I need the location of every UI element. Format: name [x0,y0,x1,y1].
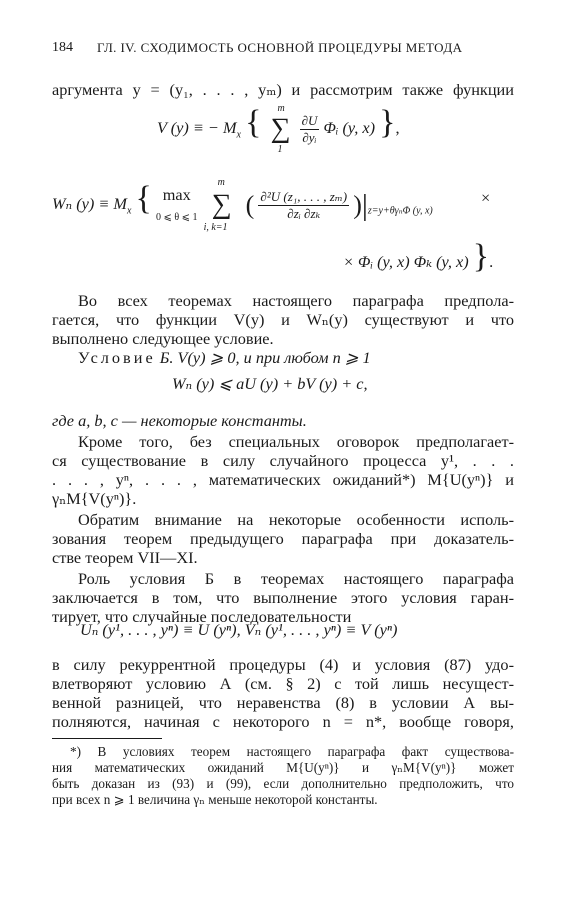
max-range: 0 ⩽ θ ⩽ 1 [155,212,198,224]
footnote-line: *) В условиях теорем настоящего параграфа факт существова- [70,744,514,759]
footnote-line: ния математических ожиданий M{U(yⁿ)} и γₙM{V(yⁿ)} может [52,760,514,775]
running-head: ГЛ. IV. СХОДИМОСТЬ ОСНОВНОЙ ПРОЦЕДУРЫ МЕТОДА [97,40,463,55]
text-line: в силу рекуррентной процедуры (4) и условия (87) удо- [52,655,514,674]
sum-upper: m [277,103,285,115]
equation-inequality: Wₙ (y) ⩽ aU (y) + bV (y) + c, [172,374,368,393]
text-line: тирует, что случайные последовательности [52,607,352,626]
partial-fraction [300,113,320,146]
eq-v-lhs: V (y) ≡ − M [157,118,237,137]
page-number: 184 [52,40,73,55]
text-line: Обратим внимание на некоторые особенности исполь- [78,510,514,529]
equation-sequences: Uₙ (y¹, . . . , yⁿ) ≡ U (yⁿ), Vₙ (y¹, . . . , yⁿ) ≡ V (yⁿ) [80,620,398,639]
brace-left: { [135,180,152,217]
frac-numerator: ∂²U (z₁, . . . , zₘ) [260,188,348,204]
sum-symbol [265,103,295,156]
times-sign: × [480,188,491,207]
text-line: полняются, начиная с некоторого n = n*, вообще говоря, [52,712,514,731]
brace-left: { [245,104,262,141]
equation-w: Wₙ $(y) \equiv M_x$ { max 0 ⩽ θ ⩽ 1 m ∑ i, k=1 ( $\frac{\text{∂²U (z₁, . . . , zₘ)}}{\text{∂zᵢ ∂zₖ}}$ )$|_{z=y+\theta\gamma_n\Phi (y, x)}$ [52,177,433,234]
text-line: заключается в том, что выполнение этого условия гаран- [52,588,514,607]
footnote-line: при всех n ⩾ 1 величина γₙ меньше некоторой константы. [52,792,378,807]
text-line: ся существование в силу случайного процесса y¹, . . . [52,451,514,470]
frac-denominator: ∂zᵢ ∂zₖ [287,205,321,221]
eq-w-sub: x [127,205,132,217]
text-line: Кроме того, без специальных оговорок предполагает- [78,432,514,451]
equation-v: V (y) ≡ − $M_x$ { m ∑ 1 $\frac{\partial U}{\text{∂yᵢ}}$ Φᵢ (y, x) }, [157,103,400,156]
footnote-rule [52,738,162,739]
eq-w-line2: × Φᵢ (y, x) Φₖ (y, x) [343,252,469,271]
eq-w-lhs: Wₙ (y) ≡ M [52,194,127,213]
text-line: влетворяют условию А (см. § 2) с той лишь несущест- [52,674,514,693]
brace-right: } [472,238,490,275]
text-line: γₙM{V(yⁿ)}. [52,489,137,508]
sigma-icon: ∑ [211,189,232,221]
sum-symbol [202,177,242,234]
brace-right: } [379,104,396,141]
condition-line [78,348,514,368]
frac-numerator: ∂U [301,112,318,128]
eq-v-sub: x [236,129,241,141]
text-line: гается, что функции V(y) и Wₙ(y) существуют и что [52,310,514,329]
equation-w-continued: × Φᵢ (y, x) Φₖ (y, x) }. [343,238,494,275]
footnote-line: быть доказан из (93) и (99), если дополнительно предположить, что [52,776,514,791]
condition-label: Условие [78,348,156,367]
text-line: аргумента y = (y₁, . . . , yₘ) и рассмотрим также функции [52,80,514,99]
text-line: выполнено следующее условие. [52,329,274,348]
eval-subscript: z=y+θγₙΦ (y, x) [367,205,433,217]
condition-text: Б. V(y) ⩾ 0, и при любом n ⩾ 1 [159,348,371,367]
text-line: . . . , yⁿ, . . . , математических ожиданий*) M{U(yⁿ)} и [52,470,514,489]
sum-lower: 1 [277,144,283,156]
max-operator [156,185,198,225]
text-line: Роль условия Б в теоремах настоящего параграфа [78,569,514,588]
frac-denominator: ∂yᵢ [302,129,317,145]
sum-upper: m [217,177,225,189]
text-line: Во всех теоремах настоящего параграфа предпола- [78,291,514,310]
max-label: max [162,185,191,205]
text-line: стве теорем VII—XI. [52,548,198,567]
sigma-icon: ∑ [270,113,291,145]
second-derivative-fraction [258,189,349,222]
text-line: венной разницей, что неравенства (8) в условии А вы- [52,693,514,712]
page-header [52,40,522,60]
text-line: где a, b, c — некоторые константы. [52,411,307,430]
text-line: зования теорем предыдущего параграфа при доказатель- [52,529,514,548]
eq-v-tail: Φᵢ (y, x) [323,118,376,137]
sum-lower: i, k=1 [203,222,228,234]
